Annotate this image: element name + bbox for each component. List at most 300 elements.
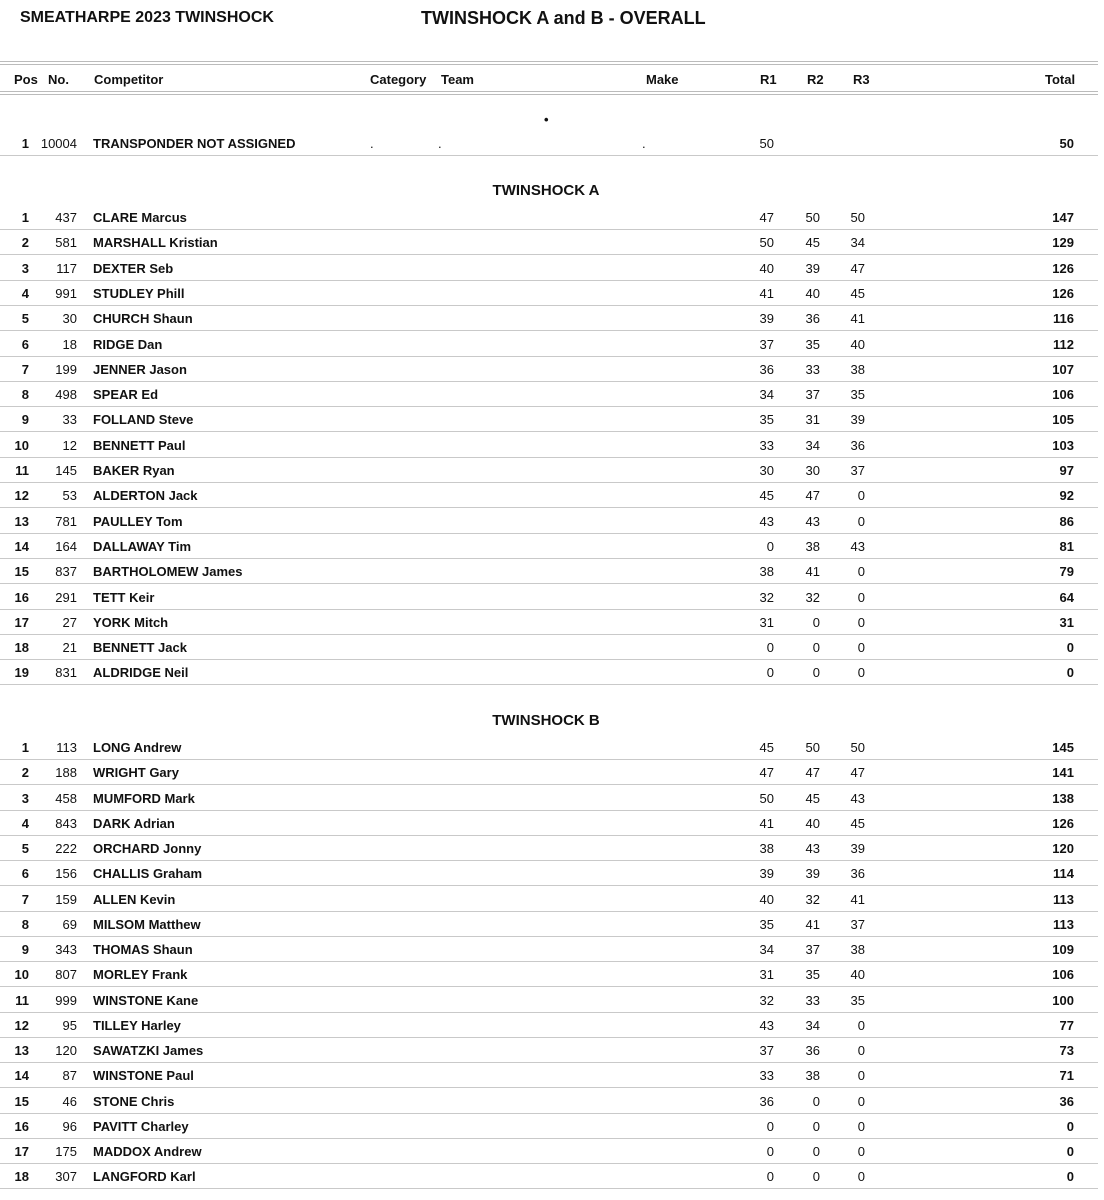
row-number: 175 (55, 1144, 77, 1159)
row-pos: 9 (21, 942, 29, 957)
row-r3: 43 (850, 790, 865, 806)
col-team: Team (441, 72, 474, 87)
row-number: 222 (55, 841, 77, 856)
table-row (0, 1113, 1098, 1139)
row-competitor: YORK Mitch (93, 614, 169, 630)
row-r3: 45 (850, 815, 865, 831)
row-competitor: BARTHOLOMEW James (93, 564, 243, 580)
table-row (0, 381, 1098, 407)
row-number: 307 (55, 1169, 77, 1185)
row-r2: 34 (805, 437, 820, 453)
row-r1: 38 (759, 564, 774, 580)
table-row (0, 886, 1098, 912)
row-r3: 50 (850, 210, 865, 225)
row-r1: 39 (759, 311, 774, 327)
row-competitor: JENNER Jason (93, 361, 187, 377)
row-pos: 4 (21, 285, 29, 301)
row-r2: 0 (812, 614, 820, 630)
row-r2: 39 (805, 866, 820, 882)
row-number: 999 (55, 992, 77, 1008)
row-competitor: WINSTONE Kane (93, 992, 199, 1008)
row-total: 71 (1059, 1068, 1074, 1084)
row-competitor: STONE Chris (93, 1093, 175, 1109)
row-total: 147 (1052, 210, 1074, 225)
table-row (0, 1163, 1098, 1189)
row-competitor: STUDLEY Phill (93, 285, 185, 301)
row-r3: 0 (857, 1043, 865, 1058)
row-r1: 50 (759, 136, 774, 151)
row-total: 141 (1052, 765, 1074, 781)
row-r2: 0 (812, 665, 820, 681)
row-r1: 50 (759, 790, 774, 806)
row-r3: 41 (850, 891, 865, 907)
row-total: 120 (1052, 841, 1074, 856)
section-title-a: TWINSHOCK A (492, 182, 600, 199)
col-category: Category (370, 72, 427, 87)
row-r1: 40 (759, 891, 774, 907)
header-rule-bottom-2 (0, 94, 1098, 95)
row-number: 843 (55, 815, 77, 831)
row-number: 991 (55, 285, 77, 301)
row-r1: 47 (759, 210, 774, 225)
row-pos: 10 (14, 437, 29, 453)
report-title: TWINSHOCK A and B - OVERALL (421, 8, 706, 28)
row-number: 498 (55, 387, 77, 403)
table-row (0, 1037, 1098, 1063)
row-competitor: TRANSPONDER NOT ASSIGNED (93, 136, 296, 151)
row-total: 97 (1059, 463, 1074, 478)
row-r3: 45 (850, 285, 865, 301)
row-pos: 1 (21, 210, 29, 225)
table-row (0, 1088, 1098, 1114)
row-number: 27 (62, 614, 77, 630)
table-row (0, 482, 1098, 508)
row-pos: 19 (14, 665, 29, 681)
row-r3: 40 (850, 336, 865, 352)
row-r1: 40 (759, 260, 774, 276)
table-row (0, 987, 1098, 1013)
row-r3: 39 (850, 841, 865, 856)
row-pos: 15 (14, 1093, 29, 1109)
table-row (0, 1012, 1098, 1038)
row-number: 159 (55, 891, 77, 907)
row-r1: 0 (766, 1144, 774, 1159)
row-total: 145 (1052, 740, 1074, 755)
row-r2: 43 (805, 841, 820, 856)
row-total: 126 (1052, 285, 1074, 301)
row-pos: 12 (14, 1017, 29, 1033)
table-row (0, 634, 1098, 660)
row-number: 458 (55, 790, 77, 806)
row-total: 0 (1066, 665, 1074, 681)
row-make: . (642, 136, 646, 151)
row-number: 188 (55, 765, 77, 781)
row-number: 291 (55, 589, 77, 605)
row-total: 126 (1052, 815, 1074, 831)
row-competitor: ALDRIDGE Neil (93, 665, 189, 681)
row-r1: 31 (759, 967, 774, 983)
row-number: 581 (55, 235, 77, 251)
row-total: 86 (1059, 513, 1074, 529)
row-competitor: WINSTONE Paul (93, 1068, 194, 1084)
row-r1: 32 (759, 992, 774, 1008)
row-total: 73 (1059, 1043, 1074, 1058)
row-r2: 36 (805, 311, 820, 327)
row-r2: 47 (805, 765, 820, 781)
row-competitor: WRIGHT Gary (93, 765, 179, 781)
row-r1: 0 (766, 538, 774, 554)
row-total: 116 (1053, 311, 1074, 327)
row-pos: 8 (21, 916, 29, 932)
row-r3: 0 (857, 665, 865, 681)
row-number: 781 (55, 513, 77, 529)
row-competitor: RIDGE Dan (93, 336, 163, 352)
row-r2: 45 (805, 235, 820, 251)
row-number: 437 (55, 210, 77, 225)
row-number: 113 (56, 740, 77, 755)
table-row (0, 810, 1098, 836)
col-make: Make (646, 72, 679, 87)
row-r1: 30 (759, 463, 774, 478)
row-competitor: MADDOX Andrew (93, 1144, 202, 1159)
row-pos: 16 (14, 1118, 29, 1134)
row-competitor: MILSOM Matthew (93, 916, 201, 932)
row-r3: 0 (857, 1118, 865, 1134)
row-total: 64 (1059, 589, 1074, 605)
row-r3: 0 (857, 640, 865, 656)
row-r2: 31 (805, 412, 820, 428)
row-r1: 45 (759, 740, 774, 755)
row-pos: 7 (21, 891, 29, 907)
row-total: 114 (1053, 866, 1074, 882)
row-r1: 35 (759, 412, 774, 428)
row-total: 106 (1052, 387, 1074, 403)
col-r2: R2 (807, 72, 824, 87)
row-r3: 39 (850, 412, 865, 428)
group-marker: • (544, 112, 549, 127)
row-r1: 34 (759, 387, 774, 403)
row-pos: 8 (21, 387, 29, 403)
row-pos: 1 (21, 740, 29, 755)
row-total: 77 (1059, 1017, 1074, 1033)
row-total: 106 (1052, 967, 1074, 983)
row-r2: 40 (805, 815, 820, 831)
row-competitor: DARK Adrian (93, 815, 175, 831)
row-number: 87 (62, 1068, 77, 1084)
row-number: 807 (55, 967, 77, 983)
row-r2: 36 (805, 1043, 820, 1058)
row-r3: 0 (857, 1017, 865, 1033)
row-total: 0 (1066, 1169, 1074, 1185)
row-competitor: ALLEN Kevin (93, 891, 176, 907)
col-no: No. (48, 72, 69, 87)
row-competitor: ORCHARD Jonny (93, 841, 202, 856)
table-row (0, 835, 1098, 861)
header-rule-top-2 (0, 64, 1098, 65)
row-r2: 35 (805, 967, 820, 983)
row-competitor: BENNETT Paul (93, 437, 186, 453)
row-competitor: CHURCH Shaun (93, 311, 193, 327)
table-row (0, 229, 1098, 255)
row-r1: 0 (766, 1169, 774, 1185)
row-r2: 0 (812, 1169, 820, 1185)
table-row (0, 860, 1098, 886)
table-row (0, 280, 1098, 306)
row-r1: 37 (759, 1043, 774, 1058)
row-r3: 37 (850, 916, 865, 932)
row-number: 343 (55, 942, 77, 957)
row-r3: 35 (850, 387, 865, 403)
row-r2: 33 (805, 361, 820, 377)
row-number: 831 (55, 665, 77, 681)
row-number: 156 (55, 866, 77, 882)
row-r2: 50 (805, 210, 820, 225)
col-r3: R3 (853, 72, 870, 87)
row-r3: 0 (857, 513, 865, 529)
row-r2: 38 (805, 538, 820, 554)
row-r2: 33 (805, 992, 820, 1008)
row-r1: 50 (759, 235, 774, 251)
row-r1: 0 (766, 665, 774, 681)
event-title: SMEATHARPE 2023 TWINSHOCK (20, 9, 274, 26)
row-pos: 2 (21, 765, 29, 781)
row-number: 69 (62, 916, 77, 932)
table-row (0, 508, 1098, 534)
row-number: 164 (55, 538, 77, 554)
row-r3: 0 (857, 1144, 865, 1159)
row-r2: 0 (812, 1093, 820, 1109)
table-row (0, 1062, 1098, 1088)
table-row (0, 204, 1098, 230)
row-r3: 0 (857, 1093, 865, 1109)
row-pos: 18 (14, 640, 29, 656)
table-row (0, 130, 1098, 156)
row-r1: 0 (766, 640, 774, 656)
row-r3: 0 (857, 589, 865, 605)
row-pos: 6 (21, 866, 29, 882)
col-total: Total (1045, 72, 1076, 87)
row-r2: 32 (805, 589, 820, 605)
row-r1: 35 (759, 916, 774, 932)
row-r2: 0 (812, 1118, 820, 1134)
row-pos: 3 (21, 260, 29, 276)
row-r2: 37 (805, 387, 820, 403)
row-pos: 1 (21, 136, 29, 151)
row-r1: 38 (759, 841, 774, 856)
row-r2: 38 (805, 1068, 820, 1084)
table-row (0, 255, 1098, 281)
row-pos: 10 (14, 967, 29, 983)
table-row (0, 584, 1098, 610)
row-r3: 40 (850, 967, 865, 983)
row-total: 0 (1066, 640, 1074, 656)
row-r1: 31 (759, 614, 774, 630)
row-total: 0 (1066, 1144, 1074, 1159)
row-total: 126 (1052, 260, 1074, 276)
row-total: 103 (1052, 437, 1074, 453)
col-competitor: Competitor (94, 72, 164, 87)
row-r3: 0 (857, 1068, 865, 1084)
row-r3: 38 (850, 361, 865, 377)
row-r3: 41 (850, 311, 865, 327)
row-r2: 32 (805, 891, 820, 907)
row-number: 95 (62, 1017, 77, 1033)
row-competitor: CHALLIS Graham (93, 866, 203, 882)
row-r2: 50 (805, 740, 820, 755)
row-total: 129 (1052, 235, 1074, 251)
header-rule-top (0, 61, 1098, 62)
row-competitor: LANGFORD Karl (93, 1169, 196, 1185)
row-competitor: MARSHALL Kristian (93, 235, 218, 251)
table-row (0, 785, 1098, 811)
row-r3: 0 (857, 1169, 865, 1185)
row-number: 96 (62, 1118, 77, 1134)
row-r1: 37 (759, 336, 774, 352)
row-total: 107 (1052, 361, 1074, 377)
row-r3: 34 (850, 235, 865, 251)
table-row (0, 457, 1098, 483)
row-r3: 47 (850, 765, 865, 781)
row-total: 112 (1053, 336, 1074, 352)
row-pos: 11 (15, 992, 29, 1008)
row-r1: 33 (759, 437, 774, 453)
row-competitor: FOLLAND Steve (93, 412, 194, 428)
row-total: 138 (1052, 790, 1074, 806)
row-number: 33 (62, 412, 77, 428)
row-competitor: BENNETT Jack (93, 640, 187, 656)
row-competitor: MUMFORD Mark (93, 790, 195, 806)
row-number: 120 (55, 1043, 77, 1058)
row-r2: 37 (805, 942, 820, 957)
row-total: 81 (1059, 538, 1074, 554)
table-row (0, 406, 1098, 432)
row-pos: 7 (21, 361, 29, 377)
row-competitor: DEXTER Seb (93, 260, 174, 276)
row-competitor: PAULLEY Tom (93, 513, 183, 529)
row-total: 79 (1059, 564, 1074, 580)
table-row (0, 609, 1098, 635)
row-competitor: LONG Andrew (93, 740, 182, 755)
row-competitor: SAWATZKI James (93, 1043, 204, 1058)
table-row (0, 936, 1098, 962)
row-pos: 17 (14, 614, 29, 630)
row-r3: 37 (850, 463, 865, 478)
row-competitor: TILLEY Harley (93, 1017, 181, 1033)
table-row (0, 533, 1098, 559)
row-pos: 13 (14, 1043, 29, 1058)
row-r2: 39 (805, 260, 820, 276)
row-r1: 0 (766, 1118, 774, 1134)
row-pos: 2 (21, 235, 29, 251)
row-pos: 14 (14, 1068, 29, 1084)
row-pos: 11 (15, 463, 29, 478)
row-r1: 34 (759, 942, 774, 957)
row-total: 109 (1052, 942, 1074, 957)
row-r2: 30 (805, 463, 820, 478)
table-row (0, 305, 1098, 331)
row-competitor: BAKER Ryan (93, 463, 175, 478)
section-title-b: TWINSHOCK B (492, 712, 600, 729)
row-competitor: ALDERTON Jack (93, 488, 198, 504)
row-r1: 41 (759, 285, 774, 301)
table-row (0, 331, 1098, 357)
table-row (0, 759, 1098, 785)
row-pos: 6 (21, 336, 29, 352)
row-competitor: CLARE Marcus (93, 210, 187, 225)
row-pos: 5 (21, 311, 29, 327)
row-competitor: DALLAWAY Tim (93, 538, 192, 554)
row-r2: 41 (805, 564, 820, 580)
row-total: 36 (1059, 1093, 1074, 1109)
row-r3: 43 (850, 538, 865, 554)
row-number: 46 (62, 1093, 77, 1109)
row-r3: 0 (857, 488, 865, 504)
row-r2: 35 (805, 336, 820, 352)
table-row (0, 911, 1098, 937)
row-competitor: MORLEY Frank (93, 967, 188, 983)
row-pos: 4 (21, 815, 29, 831)
row-r2: 34 (805, 1017, 820, 1033)
row-r3: 0 (857, 564, 865, 580)
row-pos: 13 (14, 513, 29, 529)
row-competitor: SPEAR Ed (93, 387, 159, 403)
row-number: 30 (62, 311, 77, 327)
row-r3: 0 (857, 614, 865, 630)
row-r1: 43 (759, 513, 774, 529)
row-r1: 32 (759, 589, 774, 605)
row-r1: 47 (759, 765, 774, 781)
row-r1: 36 (759, 361, 774, 377)
row-pos: 9 (21, 412, 29, 428)
row-total: 113 (1053, 916, 1074, 932)
row-r3: 36 (850, 866, 865, 882)
row-category: . (370, 136, 374, 151)
row-r3: 38 (850, 942, 865, 957)
row-number: 18 (62, 336, 77, 352)
table-row (0, 961, 1098, 987)
row-pos: 12 (14, 488, 29, 504)
row-r1: 39 (759, 866, 774, 882)
row-r2: 47 (805, 488, 820, 504)
row-pos: 14 (14, 538, 29, 554)
row-total: 31 (1059, 614, 1074, 630)
row-competitor: TETT Keir (93, 589, 155, 605)
row-total: 105 (1052, 412, 1074, 428)
row-r2: 43 (805, 513, 820, 529)
row-pos: 5 (21, 841, 29, 856)
col-pos: Pos (14, 72, 38, 87)
row-r2: 41 (805, 916, 820, 932)
row-r1: 43 (759, 1017, 774, 1033)
row-r2: 40 (805, 285, 820, 301)
row-r2: 0 (812, 640, 820, 656)
row-r1: 45 (759, 488, 774, 504)
row-number: 837 (55, 564, 77, 580)
row-r3: 47 (850, 260, 865, 276)
row-total: 0 (1066, 1118, 1074, 1134)
table-row (0, 432, 1098, 458)
row-r3: 35 (850, 992, 865, 1008)
row-pos: 18 (14, 1169, 29, 1185)
row-r1: 33 (759, 1068, 774, 1084)
table-row (0, 1138, 1098, 1164)
row-pos: 15 (14, 564, 29, 580)
row-total: 92 (1059, 488, 1074, 504)
row-number: 12 (62, 437, 77, 453)
row-pos: 17 (14, 1144, 29, 1159)
row-total: 100 (1052, 992, 1074, 1008)
row-r1: 36 (759, 1093, 774, 1109)
